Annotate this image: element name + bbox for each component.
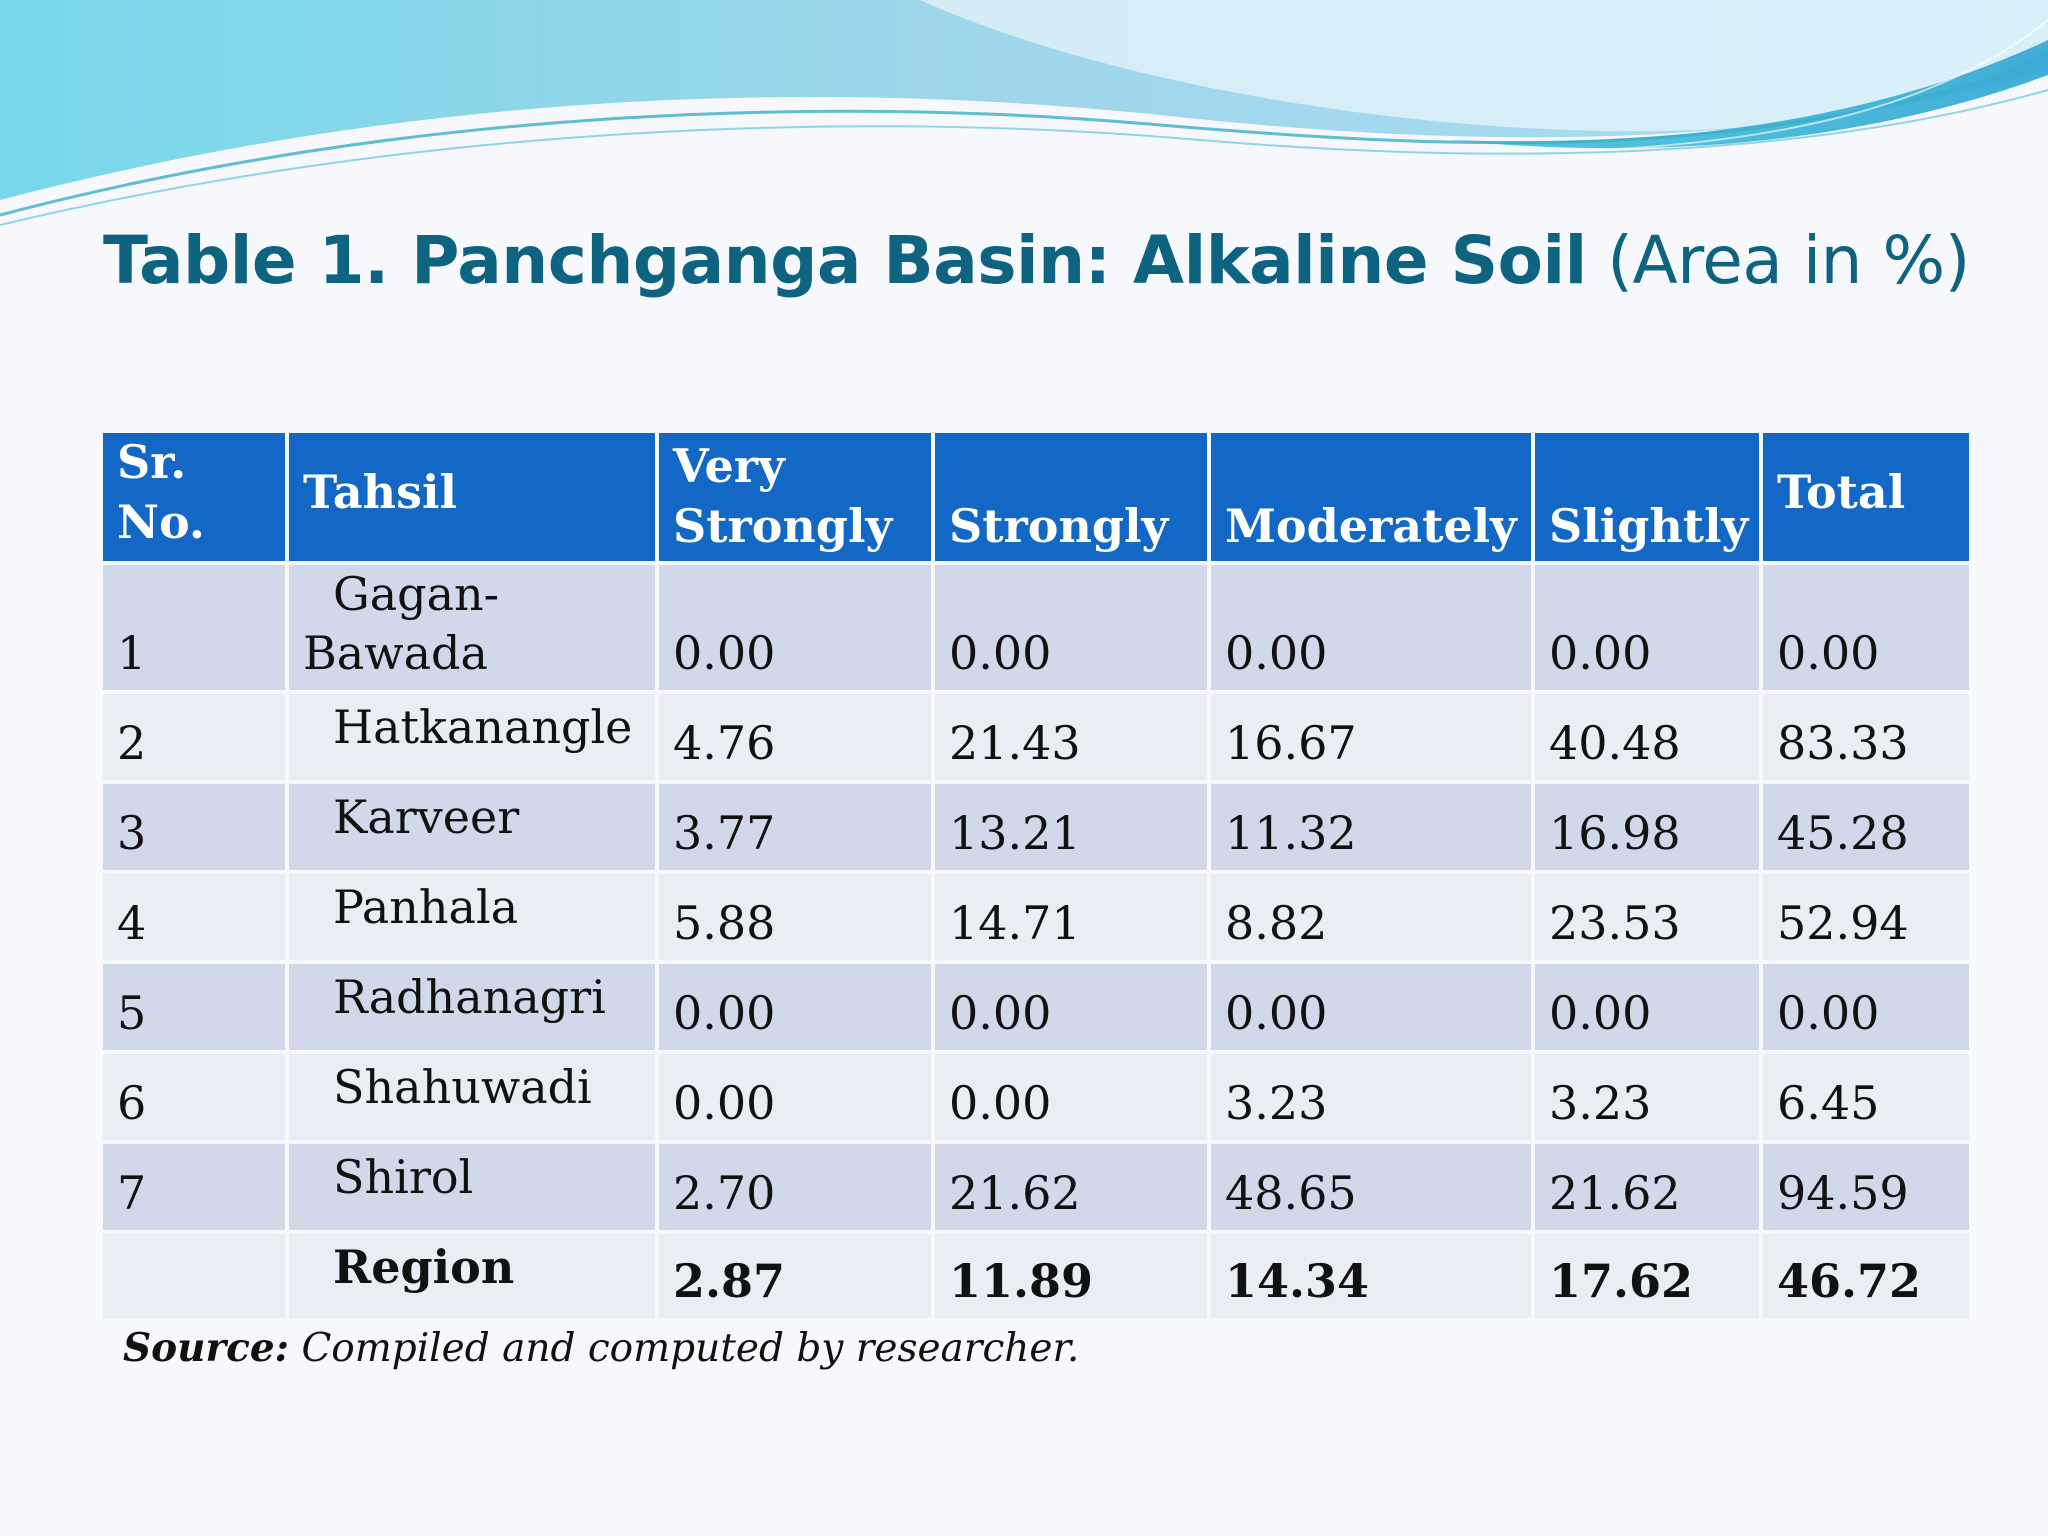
cell-tahsil: Shirol [289,1144,655,1230]
cell-strongly: 0.00 [935,964,1207,1050]
cell-moderately: 0.00 [1211,964,1531,1050]
cell-strongly: 13.21 [935,784,1207,870]
cell-very-strongly: 0.00 [659,1054,931,1140]
cell-sr-no: 6 [103,1054,285,1140]
cell-slightly: 21.62 [1535,1144,1759,1230]
cell-strongly: 21.62 [935,1144,1207,1230]
cell-sr-no: 1 [103,565,285,691]
cell-very-strongly: 0.00 [659,565,931,691]
cell-total: 0.00 [1763,964,1969,1050]
cell-total: 46.72 [1763,1234,1969,1318]
cell-slightly: 0.00 [1535,964,1759,1050]
cell-sr-no: 5 [103,964,285,1050]
cell-tahsil: Panhala [289,874,655,960]
cell-tahsil: Shahuwadi [289,1054,655,1140]
cell-very-strongly: 5.88 [659,874,931,960]
table-row [103,964,1969,1050]
alkaline-soil-table-container [103,433,1945,1318]
table-row [103,694,1969,780]
header-very-strongly-line1: Very [673,439,785,493]
table-row [103,874,1969,960]
cell-tahsil [289,565,655,691]
cell-tahsil-line1: Gagan- [333,566,500,621]
header-strongly: Strongly [935,433,1207,561]
cell-tahsil: Hatkanangle [289,694,655,780]
cell-slightly: 40.48 [1535,694,1759,780]
cell-strongly: 21.43 [935,694,1207,780]
cell-very-strongly: 4.76 [659,694,931,780]
cell-total: 6.45 [1763,1054,1969,1140]
cell-slightly: 3.23 [1535,1054,1759,1140]
cell-total: 83.33 [1763,694,1969,780]
cell-tahsil: Karveer [289,784,655,870]
cell-tahsil: Region [289,1234,655,1318]
header-very-strongly [659,433,931,561]
cell-very-strongly: 3.77 [659,784,931,870]
cell-slightly: 0.00 [1535,565,1759,691]
header-very-strongly-line2: Strongly [673,498,893,553]
header-sr-no: Sr. No. [103,433,285,561]
table-row [103,1054,1969,1140]
cell-sr-no [103,1234,285,1318]
table-row [103,1144,1969,1230]
cell-sr-no: 3 [103,784,285,870]
cell-sr-no: 2 [103,694,285,780]
source-note [123,1325,1079,1371]
cell-strongly: 0.00 [935,565,1207,691]
source-label: Source: [123,1325,290,1371]
cell-very-strongly: 2.70 [659,1144,931,1230]
cell-total: 52.94 [1763,874,1969,960]
decorative-wave-banner [0,0,2048,260]
cell-tahsil: Radhanagri [289,964,655,1050]
cell-sr-no: 7 [103,1144,285,1230]
header-tahsil: Tahsil [289,433,655,561]
cell-strongly: 0.00 [935,1054,1207,1140]
header-slightly: Slightly [1535,433,1759,561]
source-text: Compiled and computed by researcher. [289,1326,1080,1371]
cell-total: 94.59 [1763,1144,1969,1230]
table-row [103,784,1969,870]
slide-title [103,222,1970,299]
slide-title-unit: (Area in %) [1586,222,1970,299]
cell-strongly: 11.89 [935,1234,1207,1318]
cell-moderately: 48.65 [1211,1144,1531,1230]
cell-moderately: 0.00 [1211,565,1531,691]
cell-moderately: 8.82 [1211,874,1531,960]
cell-tahsil-line2: Bawada [303,626,488,681]
cell-slightly: 23.53 [1535,874,1759,960]
cell-slightly: 16.98 [1535,784,1759,870]
cell-total: 0.00 [1763,565,1969,691]
cell-total: 45.28 [1763,784,1969,870]
slide-title-main: Table 1. Panchganga Basin: Alkaline Soil [103,222,1587,299]
cell-very-strongly: 0.00 [659,964,931,1050]
cell-slightly: 17.62 [1535,1234,1759,1318]
cell-moderately: 3.23 [1211,1054,1531,1140]
header-moderately: Moderately [1211,433,1531,561]
alkaline-soil-table [99,429,1973,1322]
cell-moderately: 16.67 [1211,694,1531,780]
cell-moderately: 11.32 [1211,784,1531,870]
cell-very-strongly: 2.87 [659,1234,931,1318]
table-row [103,565,1969,691]
cell-sr-no: 4 [103,874,285,960]
cell-strongly: 14.71 [935,874,1207,960]
table-row-region-total [103,1234,1969,1318]
cell-moderately: 14.34 [1211,1234,1531,1318]
header-total: Total [1763,433,1969,561]
table-header-row [103,433,1969,561]
